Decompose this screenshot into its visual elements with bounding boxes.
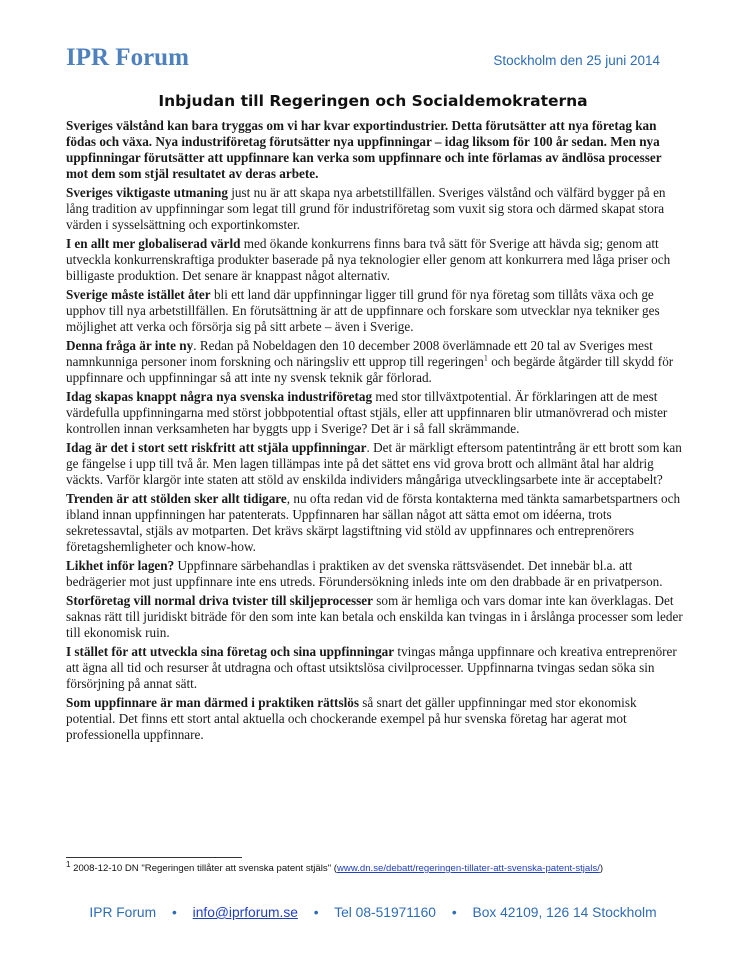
paragraph-text: . Det är märkligt eftersom patentintrång är ett brott som kan ge fängelse i upp till två år. Men lagen tillämpas inte på det sättet ens vid grova brott och allmänt åtal har aldrig väckts. Varför klargör inte staten att stöld av enskilda individers mångåriga utvecklingsarbete inte är acceptabelt? [66,440,682,487]
paragraph-text: med ökande konkurrens finns bara två sätt för Sverige att hävda sig; genom att utveckla konkurrenskraftiga produkter baserade på nya teknologier eller genom att konkurrera med låga priser och billigaste produktion. Det senare är knappast något alternativ. [66,236,671,283]
footnote-marker: 1 [66,859,71,869]
footnote-close: ) [599,863,604,874]
paragraph-text: Uppfinnare särbehandlas i praktiken av det svenska rättsväsendet. Det innebär bl.a. att bedrägerier mot just uppfinnare inte ens utreds. Förundersökning inleds inte om den drabbade är en privatperson. [66,558,663,589]
paragraph-heading: Likhet inför lagen? [66,558,175,573]
paragraph [66,695,683,743]
footer-email-link[interactable]: info@iprforum.se [192,905,298,920]
paragraph [66,593,683,641]
footer [0,905,746,920]
paragraph [66,389,683,437]
footer-address: Box 42109, 126 14 Stockholm [472,905,657,920]
letter-body [66,118,683,746]
paragraph-text: och begärde åtgärder till skydd för uppfinnare och uppfinningar så att inte ny svensk teknik går förlorad. [66,354,674,385]
paragraph-heading: Trenden är att stölden sker allt tidigare [66,491,287,506]
paragraph-heading: Sveriges viktigaste utmaning [66,185,228,200]
paragraph-text: . Redan på Nobeldagen den 10 december 2008 överlämnade ett 20 tal av Sveriges mest namnkunniga personer inom forskning och näringsliv ett upprop till regeringen [66,338,653,369]
paragraph [66,491,683,555]
paragraph-heading: Denna fråga är inte ny [66,338,194,353]
paragraph-text: just nu är att skapa nya arbetstillfällen. Sveriges välstånd och välfärd bygger på en lång tradition av uppfinningar som legat till grund för industriföretag som vuxit sig stora och därmed skapat stora värden i sysselsättning och exportinkomster. [66,185,666,232]
paragraph [66,185,683,233]
paragraph-text: med stor tillväxtpotential. Är förklaringen att de mest värdefulla uppfinningarna med störst jobbpotential oftast stjäls, eller att uppfinnaren blir utmanövrerad och mister kontrollen innan verksamheten har byggts upp i Sverige? Det är i så fall skrämmande. [66,389,668,436]
paragraph [66,558,683,590]
footer-separator: • [171,905,177,920]
paragraph-heading: I en allt mer globaliserad värld [66,236,241,251]
paragraph [66,440,683,488]
footer-phone: Tel 08-51971160 [334,905,436,920]
paragraph-heading: Idag skapas knappt några nya svenska industriföretag [66,389,373,404]
document-title: Inbjudan till Regeringen och Socialdemokraterna [158,92,588,110]
footer-org: IPR Forum [89,905,157,920]
paragraph-text: så snart det gäller uppfinningar med stor ekonomisk potential. Det finns ett stort antal aktuella och chockerande exempel på hur svenska företag har agerat mot professionella uppfinnare. [66,695,637,742]
footer-separator: • [451,905,457,920]
paragraph-heading: Storföretag vill normal driva tvister till skiljeprocesser [66,593,373,608]
lead-paragraph: Sveriges välstånd kan bara tryggas om vi har kvar exportindustrier. Detta förutsätter att nya företag kan födas och växa. Nya industriföretag förutsätter nya uppfinningar – idag liksom för 100 år sedan. Men nya uppfinningar förutsätter att uppfinnare kan verka som uppfinnare och inte förlamas av ändlösa processer mot dem som stjäl resultatet av deras arbete. [66,118,662,181]
paragraph-heading: I stället för att utveckla sina företag och sina uppfinningar [66,644,395,659]
paragraph-heading: Idag är det i stort sett riskfritt att stjäla uppfinningar [66,440,367,455]
footnote-text: 2008-12-10 DN "Regeringen tillåter att svenska patent stjäls" ( [70,863,337,874]
footer-separator: • [313,905,319,920]
paragraph [66,644,683,692]
paragraph-heading: Sverige måste istället åter [66,287,211,302]
footnote [66,859,706,874]
dateline: Stockholm den 25 juni 2014 [493,53,660,68]
footnote-reference[interactable]: 1 [483,353,488,363]
paragraph-text: tvingas många uppfinnare och kreativa entreprenörer att ägna all tid och resurser åt utdragna och oftast utsiktslösa civilprocesser. Uppfinnarna tvingas sedan söka sin försörjning på annat sätt. [66,644,677,691]
footnote-link[interactable]: www.dn.se/debatt/regeringen-tillater-att-svenska-patent-stjals/ [336,863,600,874]
paragraph [66,287,683,335]
paragraph-text: , nu ofta redan vid de första kontakterna med tänkta samarbetspartners och ibland innan uppfinningen har patenterats. Uppfinnaren har sällan något att sätta emot om idéerna, trots sekretessavtal, stjäls av motparten. Det krävs skärpt lagstiftning vid stöld av uppfinnares och entreprenörers företagshemligheter och know-how. [66,491,681,554]
paragraph [66,338,683,386]
footnote-divider [66,857,242,858]
logo-text: IPR Forum [66,44,189,71]
paragraph [66,236,683,284]
paragraph-text: som är hemliga och vars domar inte kan överklagas. Det saknas rätt till juridiskt biträde för den som inte kan betala och enskilda kan tvingas in i årslånga processer som leder till ekonomisk ruin. [66,593,683,640]
paragraph-text: bli ett land där uppfinningar ligger till grund för nya företag som tillåts växa och ge upphov till nya arbetstillfällen. En förutsättning är att de uppfinnare och forskare som utvecklar nya tekniker ges möjlighet att verka och försörja sig på sitt arbete – även i Sverige. [66,287,660,334]
paragraph-heading: Som uppfinnare är man därmed i praktiken rättslös [66,695,359,710]
